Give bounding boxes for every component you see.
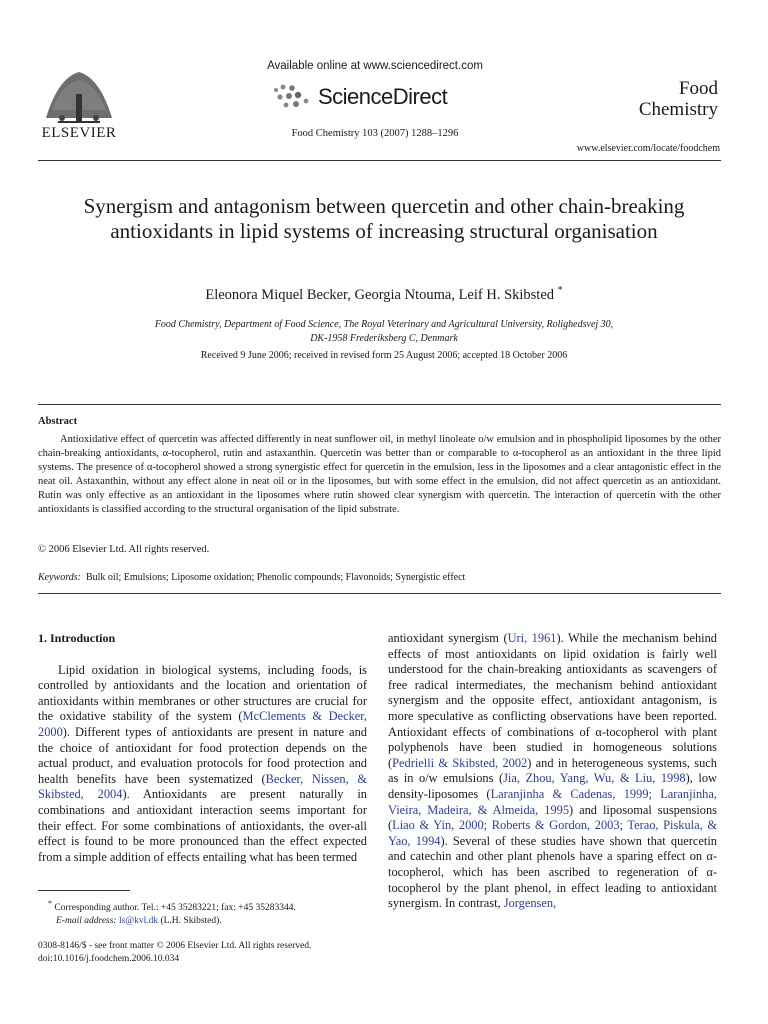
abstract-paragraph: Antioxidative effect of quercetin was affected differently in neat sunflower oil, in methyl linoleate o/w emulsion and in phospholipid liposomes by the other chain-breaking antioxidants, α-tocopherol, rutin and astaxanthin. Quercetin was better than or comparable to α-tocopherol as an antioxidant in the three lipid systems. The presence of α-tocopherol showed a strong synergistic effect for quercetin in the emulsion, less in the liposomes and a clear antagonistic effect in the neat oil. Astaxanthin, without any effect alone in neat oil or in the liposomes, but with some effect in the emulsion, did not affect quercetin as an antioxidant. Rutin was only effective as an antioxidant in the liposomes where rutin showed clear synergism with quercetin. The interaction of quercetin with the other antioxidants is classified according to the structural organisation of the lipid substrate. xyxy=(38,434,721,515)
affiliation-line2: DK-1958 Frederiksberg C, Denmark xyxy=(310,333,458,344)
keywords xyxy=(38,572,721,583)
abstract-bottom-divider xyxy=(38,593,721,594)
intro-paragraph-left xyxy=(38,663,367,866)
citation-link[interactable]: Jorgensen, xyxy=(503,896,557,911)
doi-line[interactable]: doi:10.1016/j.foodchem.2006.10.034 xyxy=(38,953,180,964)
abstract-top-divider xyxy=(38,404,721,405)
email-link[interactable]: ls@kvl.dk xyxy=(118,915,159,926)
body-text: ), low density-liposomes ( xyxy=(388,771,717,801)
abstract-heading: Abstract xyxy=(38,416,78,427)
body-text: ). Antioxidants are present naturally in combinations and antioxidant interaction seems important for their effect. For some combinations of antioxidants, the over-all effect is found to be more pronounced than the effect expected from a simple addition of effects entailing what has been termed xyxy=(38,787,367,864)
citation-link[interactable]: Pedrielli & Skibsted, 2002 xyxy=(392,755,528,770)
body-text: ) and in heterogeneous systems, such as in o/w emulsions ( xyxy=(388,755,717,786)
body-text: Lipid oxidation in biological systems, including foods, is controlled by antioxidants and the location and orientation of antioxidants within membranes or other structures are crucial for the oxidative stability of the system ( xyxy=(38,662,367,724)
body-text: ). Different types of antioxidants are present in nature and the choice of antioxidant for food protection depends on the actual product, and evaluation protocols for food protection and health benefits have been systematized ( xyxy=(38,724,367,786)
intro-paragraph-right xyxy=(388,631,717,912)
journal-title-line2: Chemistry xyxy=(638,99,718,120)
body-column-left xyxy=(38,631,367,865)
footnote-contact: Corresponding author. Tel.: +45 35283221; fax: +45 35283344. xyxy=(54,903,296,914)
footnote-mark: * xyxy=(48,899,52,908)
keywords-list: Bulk oil; Emulsions; Liposome oxidation; Phenolic compounds; Flavonoids; Synergistic effect xyxy=(85,572,466,583)
available-online-text[interactable]: Available online at www.sciencedirect.com xyxy=(267,60,483,72)
email-label: E-mail address: xyxy=(56,915,117,926)
abstract-copyright: © 2006 Elsevier Ltd. All rights reserved. xyxy=(38,544,210,555)
journal-url[interactable]: www.elsevier.com/locate/foodchem xyxy=(576,143,720,154)
elsevier-tree-logo xyxy=(38,58,120,130)
citation-link[interactable]: Liao & Yin, 2000; Roberts & Gordon, 2003; Terao, Piskula, & Yao, 1994 xyxy=(388,818,717,848)
author-list xyxy=(80,285,688,304)
email-owner: (L.H. Skibsted). xyxy=(158,915,222,926)
section-heading-introduction: 1. Introduction xyxy=(38,631,116,645)
keywords-label: Keywords: xyxy=(38,572,81,583)
citation-link[interactable]: Uri, 1961 xyxy=(507,631,557,645)
citation-link[interactable]: Jia, Zhou, Yang, Wu, & Liu, 1998 xyxy=(503,771,686,786)
affiliation xyxy=(100,318,668,346)
footnote-divider xyxy=(38,890,130,891)
issn-line: 0308-8146/$ - see front matter © 2006 Elsevier Ltd. All rights reserved. xyxy=(38,941,312,951)
body-text: ) and liposomal suspensions ( xyxy=(388,802,718,833)
affiliation-line1: Food Chemistry, Department of Food Science, The Royal Veterinary and Agricultural University, Rolighedsvej 30, xyxy=(154,319,614,330)
abstract-body xyxy=(38,433,721,517)
citation-link[interactable]: Laranjinha & Cadenas, 1999; Laranjinha, Vieira, Madeira, & Almeida, 1995 xyxy=(388,786,717,817)
body-text: ). Several of these studies have shown that quercetin and catechin and other plant phenols have a sparing effect on α-tocopherol, which has been ascribed to regeneration of α-tocopherol by the plant phenol, in effect leading to antioxidant synergism. In contrast, xyxy=(388,833,718,911)
sciencedirect-wordmark: ScienceDirect xyxy=(318,84,448,109)
body-text: ). While the mechanism behind effects of most antioxidants on lipid oxidation is fairly well understood for the chain-breaking antioxidants as scavengers of free radical intermediates, the mechanism behind antioxidant synergism and the opposite effect, antioxidant antagonism, is more speculative as conflicting observations have been reported. Antioxidant effects of combinations of α-tocopherol with plant polyphenols have been studied in homogeneous solutions ( xyxy=(388,631,717,770)
journal-citation: Food Chemistry 103 (2007) 1288–1296 xyxy=(291,128,459,139)
citation-link[interactable]: Becker, Nissen, & Skibsted, 2004 xyxy=(38,771,367,802)
front-matter xyxy=(38,940,367,965)
body-text: antioxidant synergism ( xyxy=(388,631,508,645)
body-column-right xyxy=(388,631,717,912)
journal-title xyxy=(598,78,718,120)
journal-title-line1: Food xyxy=(678,78,718,99)
header-divider xyxy=(38,160,721,161)
author-names: Eleonora Miquel Becker, Georgia Ntouma, Leif H. Skibsted xyxy=(205,286,555,303)
publisher-name: ELSEVIER xyxy=(41,125,117,141)
article-title: Synergism and antagonism between quercetin and other chain-breaking antioxidants in lipid systems of increasing structural organisation xyxy=(83,194,685,243)
corresponding-author-footnote xyxy=(38,898,367,927)
citation-link[interactable]: McClements & Decker, 2000 xyxy=(38,709,367,739)
corresponding-author-mark[interactable]: * xyxy=(557,285,563,296)
received-dates: Received 9 June 2006; received in revised form 25 August 2006; accepted 18 October 2006 xyxy=(200,350,568,361)
